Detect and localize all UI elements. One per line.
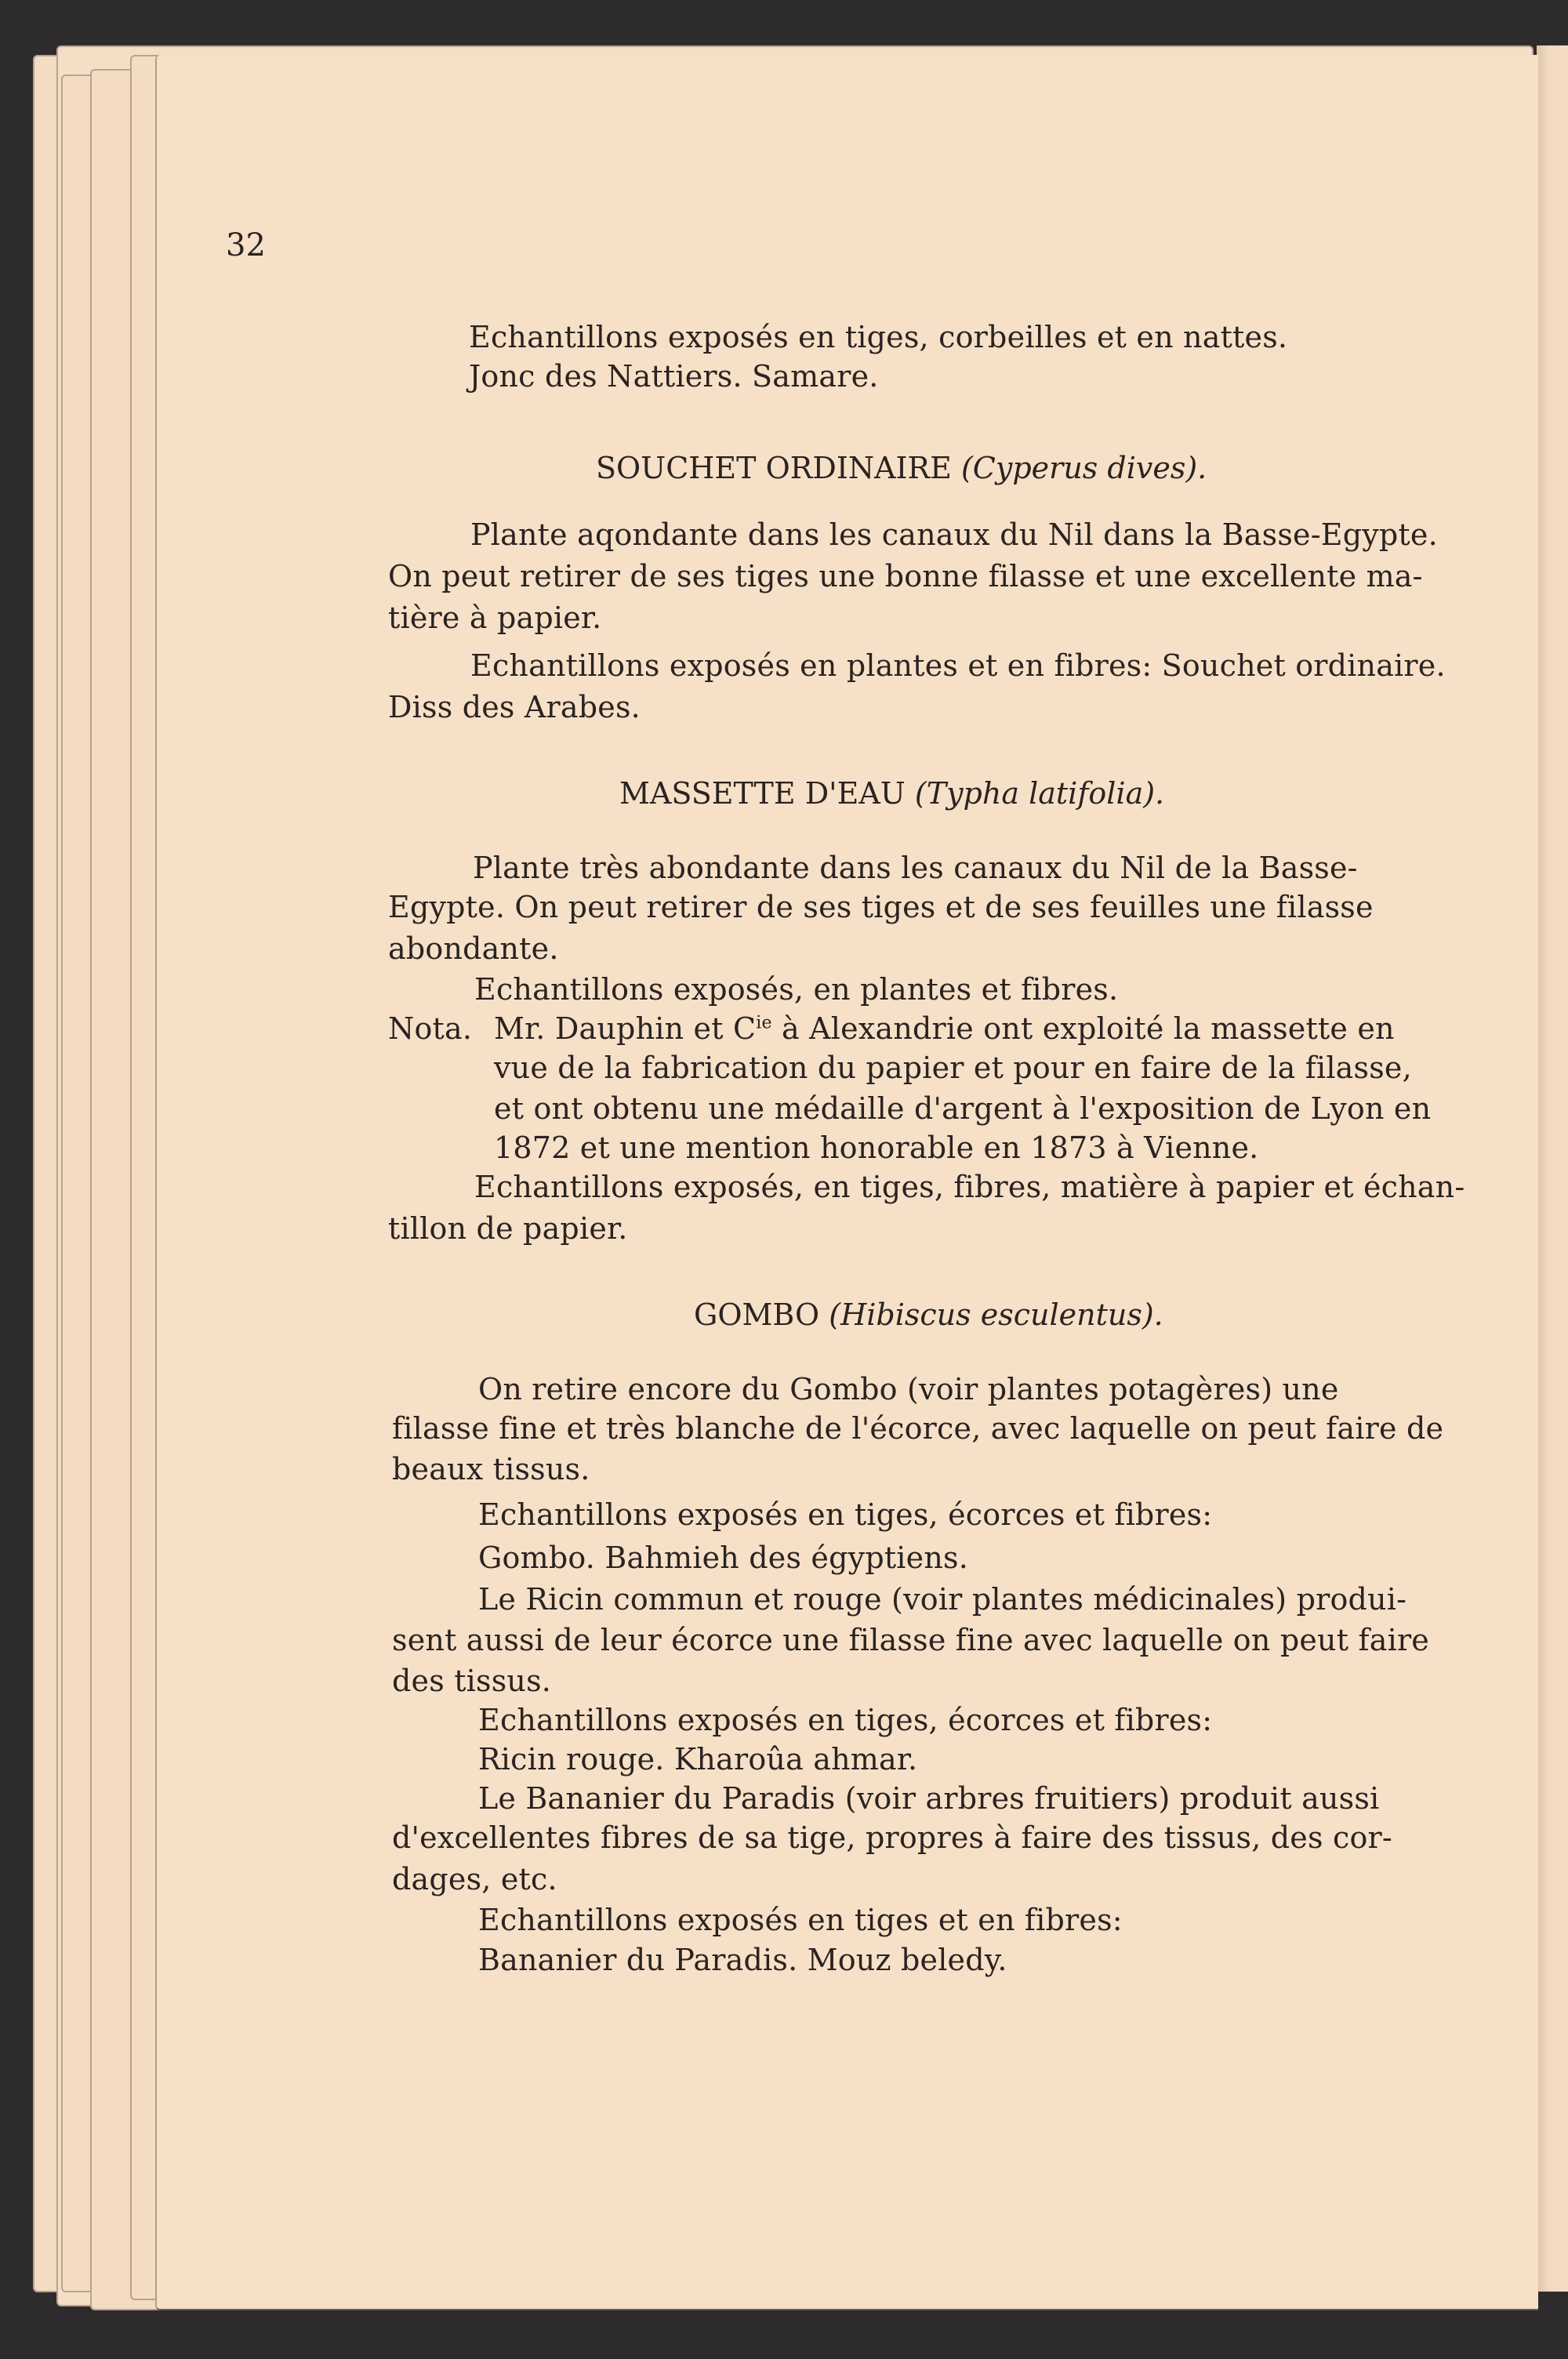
paragraph-line: Echantillons exposés en plantes et en fibres: Souchet ordinaire.: [470, 648, 1446, 683]
paragraph-line: filasse fine et très blanche de l'écorce, avec laquelle on peut faire de: [392, 1411, 1444, 1446]
paragraph-line: d'excellentes fibres de sa tige, propres à faire des tissus, des cor-: [392, 1820, 1392, 1855]
paragraph-line: Ricin rouge. Kharoûa ahmar.: [478, 1742, 918, 1777]
nota-line: 1872 et une mention honorable en 1873 à Vienne.: [494, 1131, 1259, 1165]
paragraph-line: Echantillons exposés, en plantes et fibres.: [474, 972, 1119, 1007]
paragraph-line: Egypte. On peut retirer de ses tiges et de ses feuilles une filasse: [388, 890, 1374, 924]
paragraph-line: Echantillons exposés en tiges et en fibres:: [478, 1903, 1123, 1937]
paragraph-line: Gombo. Bahmieh des égyptiens.: [478, 1541, 969, 1575]
paragraph-line: abondante.: [388, 931, 559, 966]
nota-text: à Alexandrie ont exploité la massette en: [771, 1011, 1395, 1046]
paragraph-line: Echantillons exposés, en tiges, fibres, matière à papier et échan-: [474, 1170, 1465, 1204]
paragraph-line: Jonc des Nattiers. Samare.: [469, 359, 879, 394]
paragraph-line: dages, etc.: [392, 1862, 557, 1896]
paragraph-line: Echantillons exposés en tiges, écorces et fibres:: [478, 1497, 1213, 1532]
paragraph-line: beaux tissus.: [392, 1452, 590, 1486]
heading-latin-name: (Hibiscus esculentus).: [829, 1297, 1163, 1332]
section-heading-massette: [619, 776, 1164, 811]
paragraph-line: On retire encore du Gombo (voir plantes potagères) une: [478, 1372, 1339, 1406]
paragraph-line: Le Ricin commun et rouge (voir plantes médicinales) produi-: [478, 1582, 1407, 1617]
paragraph-line: Diss des Arabes.: [388, 690, 641, 724]
paragraph-line: tière à papier.: [388, 601, 602, 635]
nota-line: et ont obtenu une médaille d'argent à l'exposition de Lyon en: [494, 1091, 1432, 1126]
heading-name: GOMBO: [694, 1297, 820, 1332]
section-heading-souchet: [596, 451, 1207, 485]
heading-name: MASSETTE D'EAU: [619, 776, 906, 811]
paragraph-line: Echantillons exposés en tiges, corbeilles et en nattes.: [469, 320, 1288, 354]
nota-text: Mr. Dauphin et C: [494, 1011, 757, 1046]
paragraph-line: sent aussi de leur écorce une filasse fine avec laquelle on peut faire: [392, 1623, 1429, 1657]
heading-latin-name: (Cyperus dives).: [960, 451, 1207, 485]
section-heading-gombo: [694, 1297, 1163, 1332]
paragraph-line: On peut retirer de ses tiges une bonne filasse et une excellente ma-: [388, 559, 1423, 593]
paragraph-line: des tissus.: [392, 1664, 552, 1698]
paragraph-line: Plante aqondante dans les canaux du Nil dans la Basse-Egypte.: [470, 517, 1438, 552]
page-number: 32: [226, 227, 266, 263]
facing-page-edge: [1537, 45, 1568, 2292]
paragraph-line: tillon de papier.: [388, 1211, 628, 1246]
heading-name: SOUCHET ORDINAIRE: [596, 451, 952, 485]
paragraph-line: Le Bananier du Paradis (voir arbres fruitiers) produit aussi: [478, 1781, 1380, 1816]
nota-line: vue de la fabrication du papier et pour en faire de la filasse,: [494, 1051, 1412, 1085]
heading-latin-name: (Typha latifolia).: [914, 776, 1165, 811]
nota-line: [494, 1011, 1395, 1046]
nota-label: Nota.: [388, 1011, 473, 1046]
paragraph-line: Echantillons exposés en tiges, écorces et fibres:: [478, 1703, 1213, 1737]
superscript: ie: [756, 1013, 772, 1033]
paragraph-line: Plante très abondante dans les canaux du Nil de la Basse-: [473, 851, 1358, 885]
paragraph-line: Bananier du Paradis. Mouz beledy.: [478, 1943, 1007, 1977]
